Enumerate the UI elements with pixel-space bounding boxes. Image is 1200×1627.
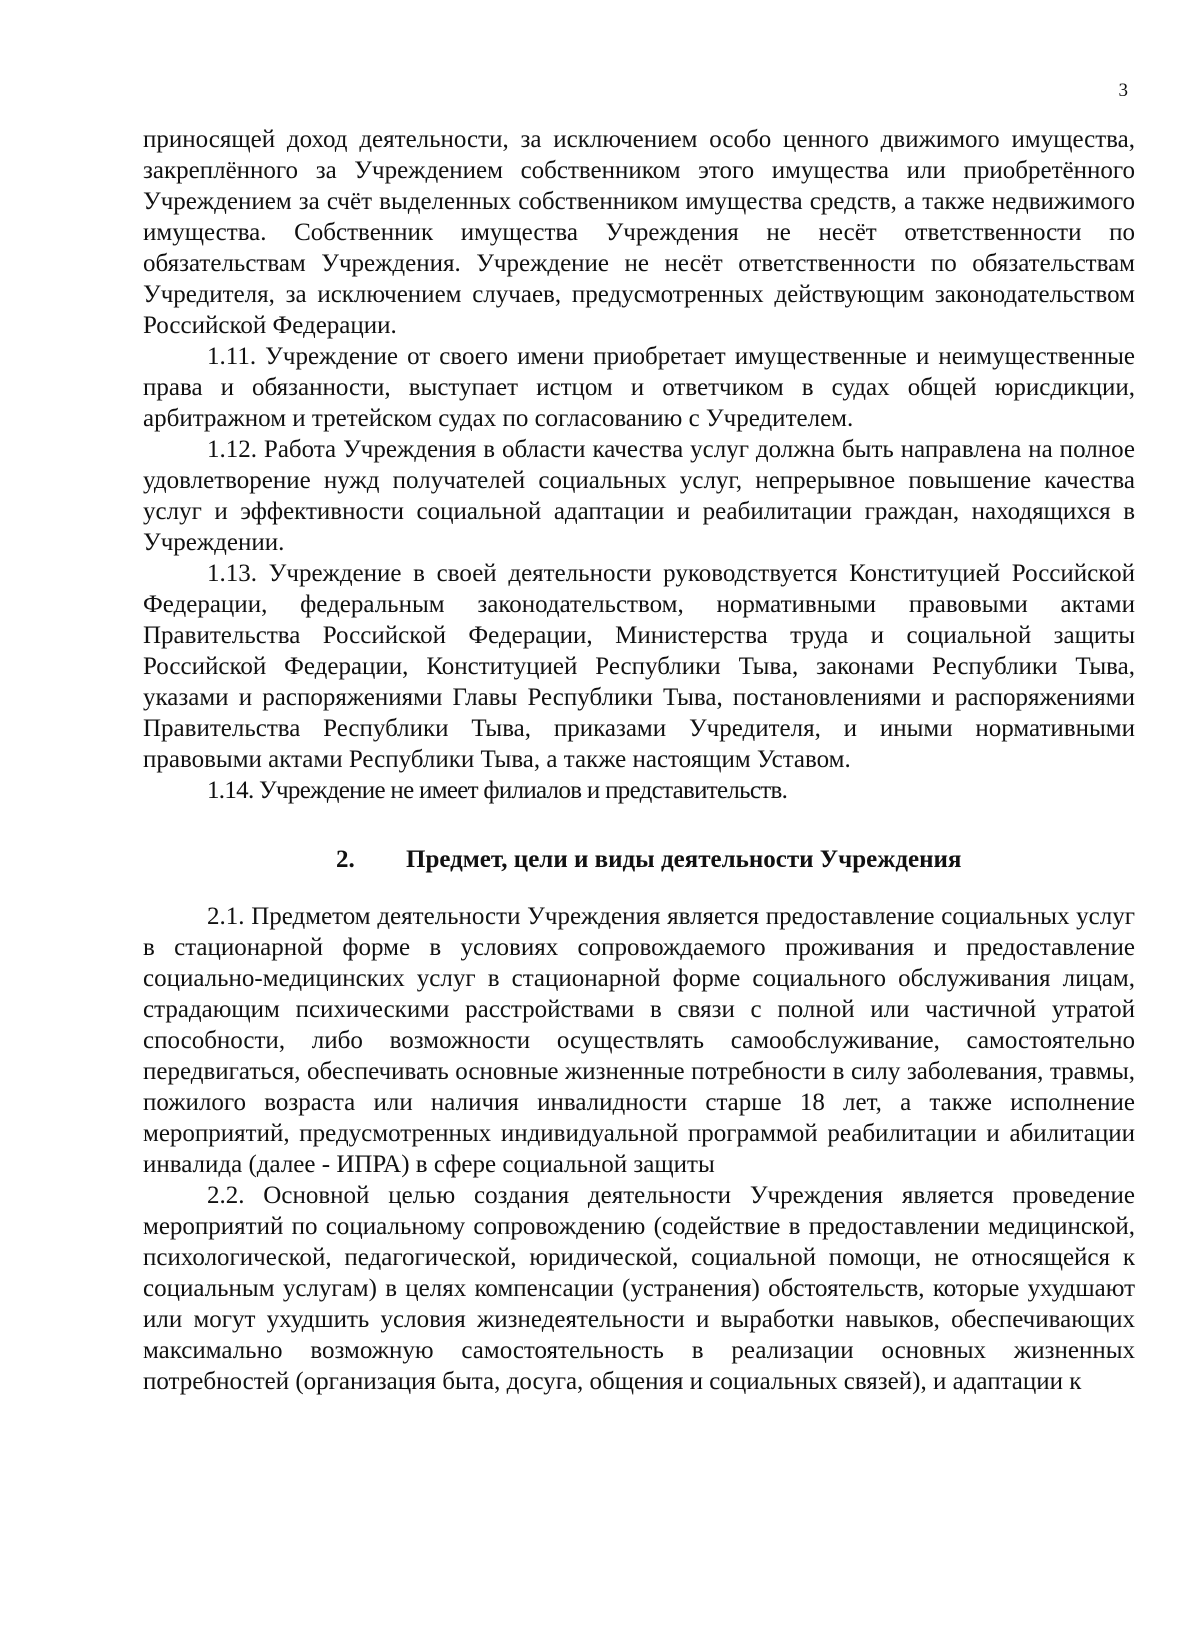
section-number: 2. [336,846,355,873]
page-number: 3 [1118,80,1128,101]
paragraph-2-2: 2.2. Основной целью создания деятельности Учреждения является проведение мероприятий по социальному сопровождению (содействие в предоставлении медицинской, психологической, педагогической, юридической, социальной помощи, не относящейся к социальным услугам) в целях компенсации (устранения) обстоятельств, которые ухудшают или могут ухудшить условия жизнедеятельности и выработки навыков, обеспечивающих максимально возможную самостоятельность в реализации основных жизненных потребностей (организация быта, досуга, общения и социальных связей), и адаптации к [143,1182,1135,1395]
paragraph-1-14: 1.14. Учреждение не имеет филиалов и представительств. [207,777,788,804]
section-heading [143,844,1135,875]
section-title: Предмет, цели и виды деятельности Учреждения [406,846,962,873]
paragraph-1-10-continuation: приносящей доход деятельности, за исключением особо ценного движимого имущества, закреплённого за Учреждением собственником этого имущества или приобретённого Учреждением за счёт выделенных собственником имущества средств, а также недвижимого имущества. Собственник имущества Учреждения не несёт ответственности по обязательствам Учреждения. Учреждение не несёт ответственности по обязательствам Учредителя, за исключением случаев, предусмотренных действующим законодательством Российской Федерации. [143,126,1135,339]
paragraph-1-11: 1.11. Учреждение от своего имени приобретает имущественные и неимущественные права и обязанности, выступает истцом и ответчиком в судах общей юрисдикции, арбитражном и третейском судах по согласованию с Учредителем. [143,343,1135,432]
paragraph-2-1: 2.1. Предметом деятельности Учреждения является предоставление социальных услуг в стационарной форме в условиях сопровождаемого проживания и предоставление социально-медицинских услуг в стационарной форме социального обслуживания лицам, страдающим психическими расстройствами в связи с полной или частичной утратой способности, либо возможности осуществлять самообслуживание, самостоятельно передвигаться, обеспечивать основные жизненные потребности в силу заболевания, травмы, пожилого возраста или наличия инвалидности старше 18 лет, а также исполнение мероприятий, предусмотренных индивидуальной программой реабилитации и абилитации инвалида (далее - ИПРА) в сфере социальной защиты [143,903,1135,1178]
document-body [143,124,1135,1397]
paragraph-1-13: 1.13. Учреждение в своей деятельности руководствуется Конституцией Российской Федерации, федеральным законодательством, нормативными правовыми актами Правительства Российской Федерации, Министерства труда и социальной защиты Российской Федерации, Конституцией Республики Тыва, законами Республики Тыва, указами и распоряжениями Главы Республики Тыва, постановлениями и распоряжениями Правительства Республики Тыва, приказами Учредителя, и иными нормативными правовыми актами Республики Тыва, а также настоящим Уставом. [143,560,1135,773]
paragraph-1-12: 1.12. Работа Учреждения в области качества услуг должна быть направлена на полное удовлетворение нужд получателей социальных услуг, непрерывное повышение качества услуг и эффективности социальной адаптации и реабилитации граждан, находящихся в Учреждении. [143,436,1135,556]
